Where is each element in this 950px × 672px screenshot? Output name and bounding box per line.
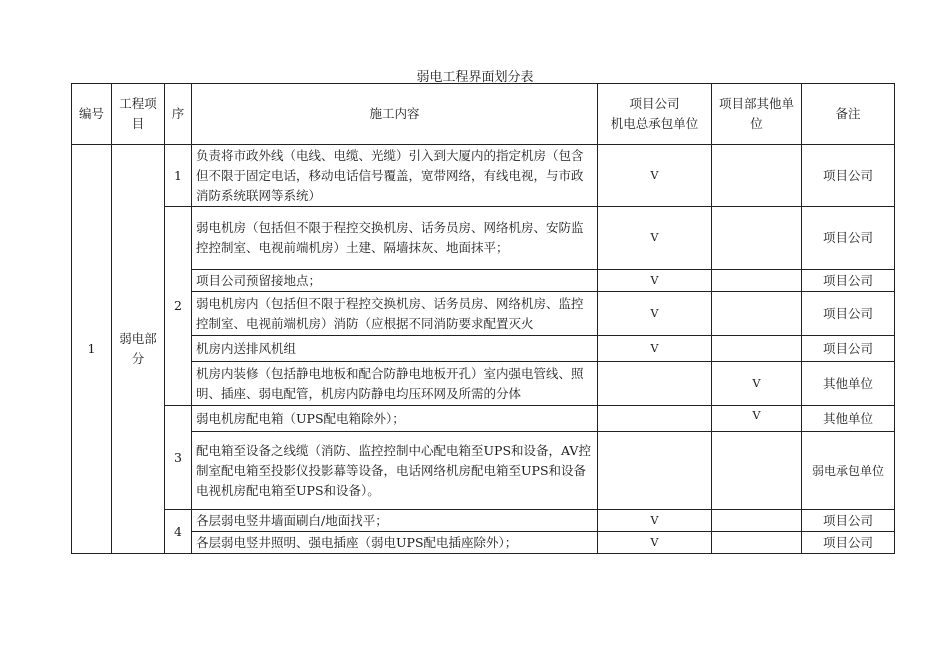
table-row bbox=[72, 145, 895, 207]
row-content: 弱电机房（包括但不限于程控交换机房、话务员房、网络机房、安防监控控制室、电视前端机房）土建、隔墙抹灰、地面抹平； bbox=[192, 207, 598, 270]
row-remark: 项目公司 bbox=[802, 270, 895, 292]
row-main-mark bbox=[598, 406, 712, 432]
row-remark: 项目公司 bbox=[802, 292, 895, 336]
row-content-text: 弱电机房内（包括但不限于程控交换机房、话务员房、网络机房、监控控制室、电视前端机房）消防（应根据不同消防要求配置灭火 bbox=[196, 295, 584, 331]
row-main-mark bbox=[598, 432, 712, 510]
header-no: 编号 bbox=[72, 84, 112, 145]
row-content: 各层弱电竖井照明、强电插座（弱电UPS配电插座除外）； bbox=[192, 532, 598, 554]
table-row bbox=[72, 510, 895, 532]
header-other-units: 项目部其他单位 bbox=[712, 84, 802, 145]
header-row bbox=[72, 84, 895, 145]
row-remark: 其他单位 bbox=[802, 362, 895, 406]
row-content bbox=[192, 362, 598, 406]
row-main-mark: V bbox=[598, 145, 712, 207]
row-seq: 2 bbox=[165, 207, 192, 406]
table-row bbox=[72, 362, 895, 406]
row-other-mark bbox=[712, 510, 802, 532]
row-seq: 4 bbox=[165, 510, 192, 554]
row-main-mark: V bbox=[598, 510, 712, 532]
row-content: 项目公司预留接地点； bbox=[192, 270, 598, 292]
scope-division-table bbox=[71, 83, 895, 554]
header-project: 工程项目 bbox=[112, 84, 165, 145]
table-row bbox=[72, 406, 895, 432]
table-row bbox=[72, 532, 895, 554]
header-seq: 序 bbox=[165, 84, 192, 145]
row-other-mark bbox=[712, 432, 802, 510]
table-row bbox=[72, 432, 895, 510]
row-content: 弱电机房配电箱（UPS配电箱除外）； bbox=[192, 406, 598, 432]
row-remark: 项目公司 bbox=[802, 145, 895, 207]
row-main-mark: V bbox=[598, 336, 712, 362]
row-other-mark bbox=[712, 145, 802, 207]
row-other-mark bbox=[712, 270, 802, 292]
row-content: 负责将市政外线（电线、电缆、光缆）引入到大厦内的指定机房（包含但不限于固定电话，移动电话信号覆盖，宽带网络，有线电视，与市政消防系统联网等系统） bbox=[192, 145, 598, 207]
header-remark: 备注 bbox=[802, 84, 895, 145]
row-main-mark: V bbox=[598, 532, 712, 554]
row-remark: 项目公司 bbox=[802, 336, 895, 362]
row-other-mark bbox=[712, 292, 802, 336]
row-main-mark bbox=[598, 362, 712, 406]
row-other-mark bbox=[712, 336, 802, 362]
group-no: 1 bbox=[72, 145, 112, 554]
row-remark: 弱电承包单位 bbox=[802, 432, 895, 510]
table-title: 弱电工程界面划分表 bbox=[416, 70, 534, 85]
row-content: 配电箱至设备之线缆（消防、监控控制中心配电箱至UPS和设备，AV控制室配电箱至投影仪投影幕等设备，电话网络机房配电箱至UPS和设备电视机房配电箱至UPS和设备）。 bbox=[192, 432, 598, 510]
row-remark: 项目公司 bbox=[802, 510, 895, 532]
row-main-mark: V bbox=[598, 207, 712, 270]
table-row bbox=[72, 292, 895, 336]
row-other-mark bbox=[712, 532, 802, 554]
row-other-mark: V bbox=[712, 406, 802, 432]
table-row bbox=[72, 270, 895, 292]
row-content: 各层弱电竖井墙面刷白/地面找平； bbox=[192, 510, 598, 532]
row-other-mark bbox=[712, 207, 802, 270]
row-remark: 项目公司 bbox=[802, 207, 895, 270]
row-content-text: 机房内装修（包括静电地板和配合防静电地板开孔）室内强电管线、照明、插座、弱电配管，机房内防静电均压环网及所需的分体 bbox=[196, 365, 584, 401]
row-content bbox=[192, 292, 598, 336]
header-main-contractor: 项目公司 机电总承包单位 bbox=[598, 84, 712, 145]
row-seq: 1 bbox=[165, 145, 192, 207]
row-main-mark: V bbox=[598, 292, 712, 336]
row-remark: 项目公司 bbox=[802, 532, 895, 554]
row-content: 机房内送排风机组 bbox=[192, 336, 598, 362]
row-other-mark: V bbox=[712, 362, 802, 406]
table-row bbox=[72, 336, 895, 362]
table-row bbox=[72, 207, 895, 270]
row-seq: 3 bbox=[165, 406, 192, 510]
row-remark: 其他单位 bbox=[802, 406, 895, 432]
header-content: 施工内容 bbox=[192, 84, 598, 145]
group-project: 弱电部分 bbox=[112, 145, 165, 554]
row-main-mark: V bbox=[598, 270, 712, 292]
